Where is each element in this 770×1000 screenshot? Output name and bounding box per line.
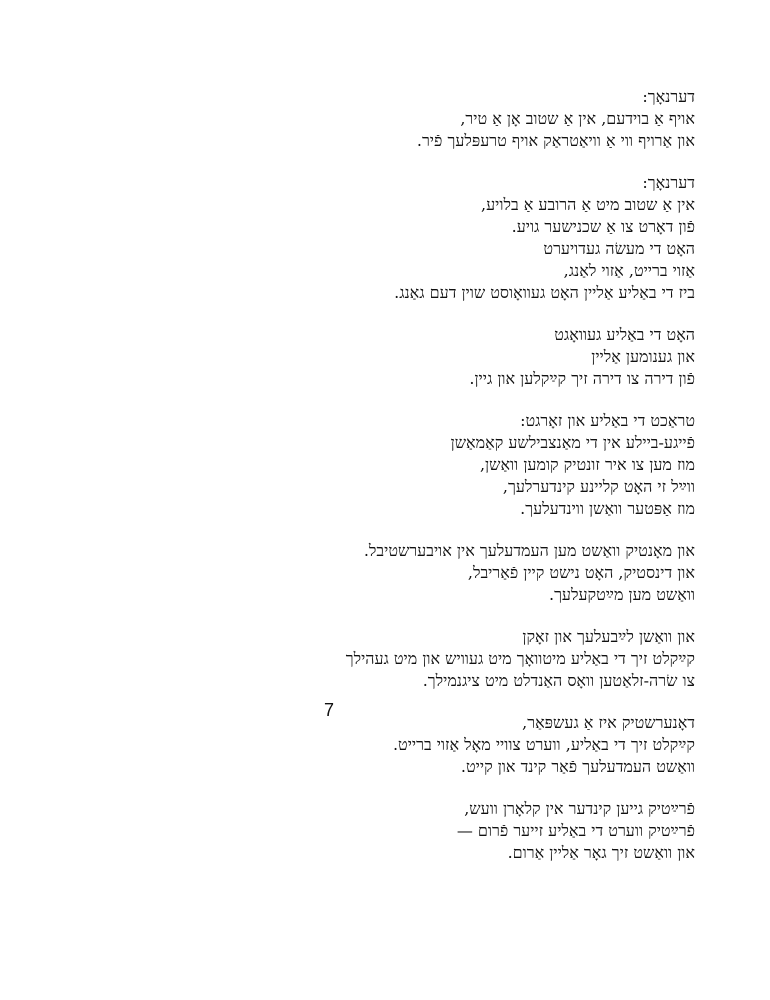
page-number: 7 <box>324 700 335 720</box>
poem-line: פֿרײַטיק ווערט די באַליע זייער פֿרום — <box>456 821 695 840</box>
poem-line: מוז אַפּטער וואַשן ווינדעלעך. <box>520 499 695 518</box>
stanza-3 <box>75 324 695 390</box>
poem-line: האָט די באַליע געוואָגט <box>554 325 695 344</box>
poem-line: פֿייגע-ביילע אין די מאַנצבילשע קאַמאַשן <box>450 433 695 452</box>
poem-line: טראַכט די באַליע און זאָרגט: <box>520 411 695 430</box>
stanza-2 <box>75 172 695 304</box>
poem-line: ביז די באַליע אַליין האָט געוואָוסט שוין דעם גאַנג. <box>394 283 695 302</box>
poem-line: און מאָנטיק וואַשט מען העמדעלעך אין אויבערשטיבל. <box>363 541 695 560</box>
poem-line: האָט די מעשׂה געדויערט <box>543 239 695 258</box>
poem-line: מוז מען צו איר זונטיק קומען וואַשן, <box>479 455 695 474</box>
poem-line: און גענומען אַליין <box>591 347 695 366</box>
poem-line: דאָנערשטיק איז אַ געשפּאַר, <box>522 713 695 732</box>
stanza-8 <box>75 798 695 864</box>
poem-line: פֿון דירה צו דירה זיך קײַקלען און גיין. <box>469 369 695 388</box>
poem-line: אַזוי ברייט, אַזוי לאַנג, <box>563 261 695 280</box>
poem-line: און דינסטיק, האָט נישט קיין פֿאַריבל, <box>467 563 695 582</box>
stanza-7 <box>75 712 695 778</box>
poem-line: און אַרויף ווי אַ וויאַטראַק אויף טרעפּלעך פֿיר. <box>416 131 695 150</box>
poem-line: און וואַשט זיך גאָר אַליין אַרום. <box>507 843 695 862</box>
poem-line: וואַשט העמדעלעך פֿאַר קינד און קייט. <box>460 757 695 776</box>
poem-line: צו שׂרה-זלאַטען וואָס האַנדלט מיט ציגנמילך. <box>422 671 695 690</box>
poem-line: וואַשט מען מײַטקעלעך. <box>548 585 695 604</box>
poem-line: אויף אַ בוידעם, אין אַ שטוב אָן אַ טיר, <box>460 109 695 128</box>
stanza-4 <box>75 410 695 520</box>
poem-text <box>75 86 695 884</box>
stanza-6 <box>75 626 695 692</box>
poem-line: דערנאָך: <box>642 87 695 106</box>
poem-line: קײַקלט זיך די באַליע, ווערט צוויי מאָל אַזוי ברייט. <box>392 735 695 754</box>
poem-line: פֿון דאָרט צו אַ שכנישער גויע. <box>511 217 695 236</box>
poem-line: אין אַ שטוב מיט אַ הרובע אַ בלויע, <box>481 195 695 214</box>
poem-line: ווײַל זי האָט קליינע קינדערלעך, <box>502 477 695 496</box>
stanza-1 <box>75 86 695 152</box>
poem-line: און וואַשן לײַבעלעך און זאָקן <box>522 627 695 646</box>
poem-line: קײַקלט זיך די באַליע מיטוואָך מיט געוויש און מיט געהילך <box>345 649 695 668</box>
poem-line: פֿרײַטיק גייען קינדער אין קלאָרן וועש, <box>464 799 695 818</box>
stanza-5 <box>75 540 695 606</box>
poem-line: דערנאָך: <box>642 173 695 192</box>
